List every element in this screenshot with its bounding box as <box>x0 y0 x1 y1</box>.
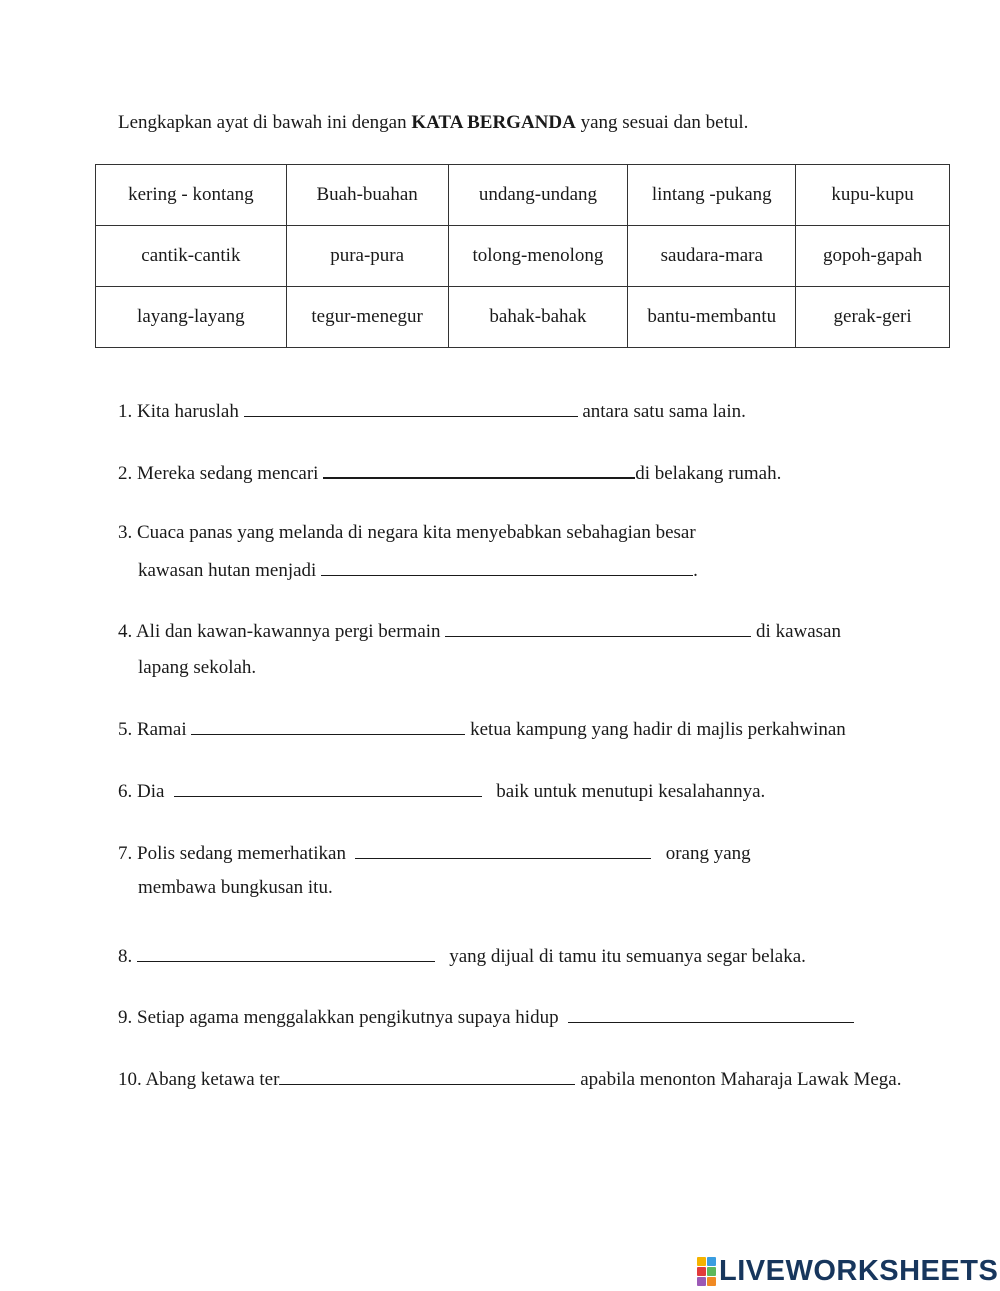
question-8 <box>118 945 806 968</box>
question-4-line-2: lapang sekolah. <box>138 657 257 678</box>
question-9 <box>118 1006 854 1029</box>
word-bank-cell: kering - kontang <box>96 165 287 226</box>
question-2 <box>118 461 781 485</box>
brand-name: LIVEWORKSHEETS <box>719 1255 999 1287</box>
question-4 <box>118 620 841 643</box>
logo-square <box>707 1257 716 1266</box>
question-text: di belakang rumah. <box>635 463 782 484</box>
question-text: 1. Kita haruslah <box>118 401 244 422</box>
question-text: 7. Polis sedang memerhatikan <box>118 843 351 864</box>
word-bank-cell: bahak-bahak <box>448 287 628 348</box>
word-bank-cell: kupu-kupu <box>796 165 950 226</box>
question-text: 8. <box>118 946 137 967</box>
answer-blank-4[interactable] <box>445 620 751 637</box>
question-text: apabila menonton Maharaja Lawak Mega. <box>575 1069 902 1090</box>
question-text: kawasan hutan menjadi <box>138 560 322 581</box>
word-bank-cell: tolong-menolong <box>448 226 628 287</box>
logo-square <box>697 1257 706 1266</box>
answer-blank-6[interactable] <box>174 780 482 797</box>
answer-blank-9[interactable] <box>568 1006 854 1023</box>
word-bank-cell: Buah-buahan <box>286 165 448 226</box>
question-text: orang yang <box>665 843 751 864</box>
answer-blank-1[interactable] <box>244 400 578 417</box>
word-bank-cell: gopoh-gapah <box>796 226 950 287</box>
instruction-text <box>118 112 748 134</box>
question-6 <box>118 780 765 803</box>
answer-blank-7[interactable] <box>355 842 651 859</box>
logo-square <box>697 1277 706 1286</box>
question-text: 9. Setiap agama menggalakkan pengikutnya supaya hidup <box>118 1007 564 1028</box>
logo-square <box>707 1267 716 1276</box>
word-bank-row <box>96 165 950 226</box>
word-bank-cell: undang-undang <box>448 165 628 226</box>
liveworksheets-logo <box>697 1255 998 1288</box>
answer-blank-8[interactable] <box>137 945 435 962</box>
question-text: 6. Dia <box>118 781 170 802</box>
word-bank-table <box>95 164 950 348</box>
question-text: antara satu sama lain. <box>577 401 746 422</box>
logo-square <box>707 1277 716 1286</box>
question-text: ketua kampung yang hadir di majlis perkahwinan <box>465 719 846 740</box>
word-bank-cell: saudara-mara <box>628 226 796 287</box>
question-7 <box>118 842 751 865</box>
question-text: yang dijual di tamu itu semuanya segar belaka. <box>449 946 806 967</box>
question-text: 5. Ramai <box>118 719 192 740</box>
question-text: baik untuk menutupi kesalahannya. <box>496 781 766 802</box>
instruction-pre: Lengkapkan ayat di bawah ini dengan <box>118 112 412 133</box>
instruction-post: yang sesuai dan betul. <box>575 112 749 133</box>
word-bank-cell: pura-pura <box>286 226 448 287</box>
question-text: . <box>693 560 698 581</box>
question-text: 4. Ali dan kawan-kawannya pergi bermain <box>118 621 446 642</box>
word-bank-cell: cantik-cantik <box>96 226 287 287</box>
logo-square <box>697 1267 706 1276</box>
word-bank-cell: lintang -pukang <box>628 165 796 226</box>
word-bank-row <box>96 226 950 287</box>
word-bank-cell: bantu-membantu <box>628 287 796 348</box>
question-3-line-1: 3. Cuaca panas yang melanda di negara kita menyebabkan sebahagian besar <box>118 522 696 543</box>
question-text: 10. Abang ketawa ter <box>118 1069 280 1090</box>
answer-blank-10[interactable] <box>279 1068 575 1085</box>
instruction-bold: KATA BERGANDA <box>411 112 576 133</box>
question-5 <box>118 718 846 741</box>
word-bank-row <box>96 287 950 348</box>
question-1 <box>118 400 746 423</box>
word-bank-cell: gerak-geri <box>796 287 950 348</box>
question-10 <box>118 1068 902 1091</box>
answer-blank-2[interactable] <box>323 461 635 479</box>
word-bank-cell: tegur-menegur <box>286 287 448 348</box>
question-text: 2. Mereka sedang mencari <box>118 463 324 484</box>
answer-blank-3[interactable] <box>321 559 693 576</box>
liveworksheets-logo-icon <box>697 1257 716 1286</box>
question-text: di kawasan <box>751 621 841 642</box>
question-3 <box>138 559 698 582</box>
word-bank-cell: layang-layang <box>96 287 287 348</box>
answer-blank-5[interactable] <box>191 718 465 735</box>
question-7-line-2: membawa bungkusan itu. <box>138 877 333 898</box>
